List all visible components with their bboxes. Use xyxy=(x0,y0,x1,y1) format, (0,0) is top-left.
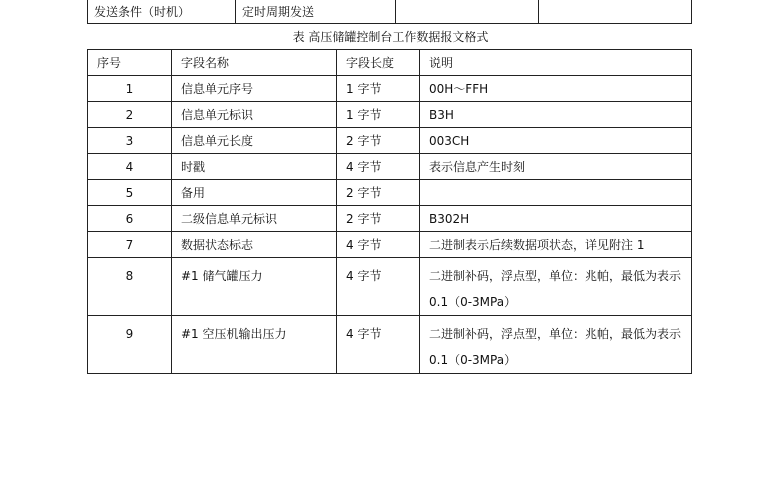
cell-no xyxy=(88,258,172,316)
cell-description: 00H～FFH xyxy=(420,76,692,102)
cell-no-text: 9 xyxy=(125,327,134,341)
header-field-name: 字段名称 xyxy=(172,50,337,76)
cell-field-name: 信息单元序号 xyxy=(172,76,337,102)
cell-field-name xyxy=(172,258,337,316)
cell-field-name: 信息单元长度 xyxy=(172,128,337,154)
cell-field-length-text: 4 字节 xyxy=(346,327,382,341)
table-row xyxy=(88,76,692,102)
cell-field-name: 时戳 xyxy=(172,154,337,180)
cell-field-length xyxy=(337,258,420,316)
cell-field-name: 备用 xyxy=(172,180,337,206)
send-condition-label: 发送条件（时机） xyxy=(88,0,236,24)
cell-field-name: 数据状态标志 xyxy=(172,232,337,258)
cell-description-text: 二进制补码，浮点型，单位：兆帕，最低为表示 0.1（0-3MPa） xyxy=(429,269,682,309)
cell-no: 1 xyxy=(88,76,172,102)
header-no: 序号 xyxy=(88,50,172,76)
cell-no-text: 8 xyxy=(125,269,134,283)
send-condition-row xyxy=(88,0,692,24)
table-row xyxy=(88,232,692,258)
table-row xyxy=(88,154,692,180)
empty-cell xyxy=(539,0,692,24)
cell-description xyxy=(420,316,692,374)
table-row xyxy=(88,102,692,128)
cell-no: 5 xyxy=(88,180,172,206)
cell-field-name-text: #1 储气罐压力 xyxy=(181,269,263,283)
cell-field-length-text: 4 字节 xyxy=(346,269,382,283)
cell-field-length: 1 字节 xyxy=(337,102,420,128)
table-caption: 表 高压储罐控制台工作数据报文格式 xyxy=(292,30,489,44)
table-row xyxy=(88,316,692,374)
cell-description: B3H xyxy=(420,102,692,128)
cell-description xyxy=(420,258,692,316)
message-format-table xyxy=(87,49,692,374)
table-row xyxy=(88,258,692,316)
cell-description: B302H xyxy=(420,206,692,232)
cell-field-name xyxy=(172,316,337,374)
cell-field-length: 4 字节 xyxy=(337,154,420,180)
cell-field-length: 4 字节 xyxy=(337,232,420,258)
cell-field-length: 2 字节 xyxy=(337,180,420,206)
table-row xyxy=(88,128,692,154)
cell-description-text: 二进制补码，浮点型，单位：兆帕，最低为表示 0.1（0-3MPa） xyxy=(429,327,682,367)
send-condition-table xyxy=(87,0,692,24)
cell-no: 4 xyxy=(88,154,172,180)
send-condition-value: 定时周期发送 xyxy=(236,0,396,24)
cell-field-length xyxy=(337,316,420,374)
cell-description: 二进制表示后续数据项状态，详见附注 1 xyxy=(420,232,692,258)
table-row xyxy=(88,206,692,232)
table-header-row xyxy=(88,50,692,76)
cell-field-name: 信息单元标识 xyxy=(172,102,337,128)
cell-no: 6 xyxy=(88,206,172,232)
cell-field-name-text: #1 空压机输出压力 xyxy=(181,327,287,341)
header-description: 说明 xyxy=(420,50,692,76)
cell-no: 7 xyxy=(88,232,172,258)
cell-field-length: 2 字节 xyxy=(337,128,420,154)
cell-description: 表示信息产生时刻 xyxy=(420,154,692,180)
cell-no xyxy=(88,316,172,374)
cell-field-length: 1 字节 xyxy=(337,76,420,102)
cell-field-length: 2 字节 xyxy=(337,206,420,232)
cell-field-name: 二级信息单元标识 xyxy=(172,206,337,232)
empty-cell xyxy=(396,0,539,24)
cell-no: 2 xyxy=(88,102,172,128)
cell-no: 3 xyxy=(88,128,172,154)
table-row xyxy=(88,180,692,206)
header-field-length: 字段长度 xyxy=(337,50,420,76)
cell-description xyxy=(420,180,692,206)
cell-description: 003CH xyxy=(420,128,692,154)
